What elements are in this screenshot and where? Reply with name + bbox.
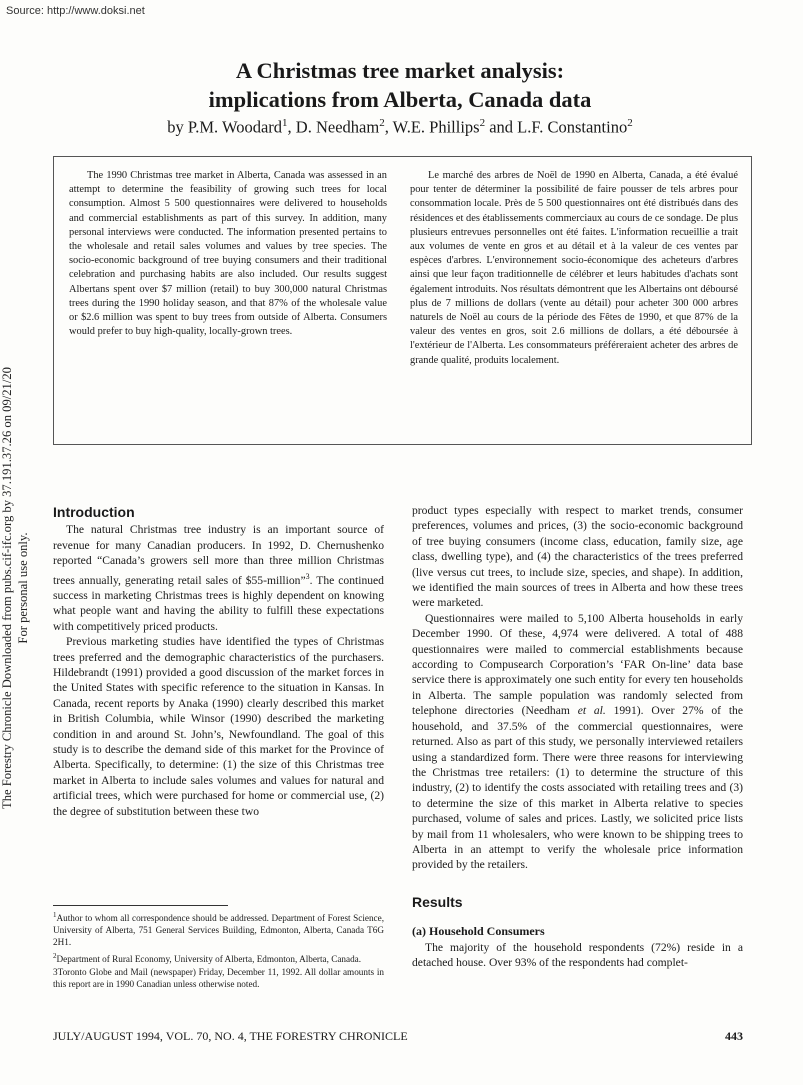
download-notice-line1: The Forestry Chronicle Downloaded from pubs.cif-ifc.org by 37.191.37.26 on 09/21/20 [0,367,14,809]
introduction-heading: Introduction [53,504,135,520]
right-column [412,503,743,970]
footnote-1-marker: 1 [53,911,57,919]
footnote-2 [53,950,384,965]
footnote-ref-3: 3 [305,571,310,581]
right-paragraph-2-text-a: Questionnaires were mailed to 5,100 Alberta households in early December 1990. Of these, 4,974 were delivered. A total of 488 questionnaires were mailed to commercial establishments because according to Compusearch Corporation’s ‘FAR On-line’ data base service there is approximately one such entity for every ten households in Alberta. The sample population was randomly selected from telephone directories (Needham [412,611,743,718]
page-footer [53,1029,743,1044]
journal-citation: JULY/AUGUST 1994, VOL. 70, NO. 4, THE FORESTRY CHRONICLE [53,1029,408,1043]
download-notice [0,278,34,898]
household-consumers-subheading: (a) Household Consumers [412,924,545,939]
article-title [100,56,700,114]
left-column [53,505,384,819]
intro-paragraph-1-text: The natural Christmas tree industry is an important source of revenue for many Canadian producers. In 1992, D. Chernushenko reported “Canada’s growers sell more than three million Christmas trees annually, generating retail sales of $55-million” [53,523,384,587]
author-4: and L.F. Constantino [485,117,628,137]
right-paragraph-2 [412,611,743,873]
footnotes [53,909,384,991]
abstract-french: Le marché des arbres de Noël de 1990 en Alberta, Canada, a été évalué pour tenter de déterminer la possibilité de faire pousser de tels arbres pour consommation locale. Près de 5 500 questionnaires ont été distribués dans des résidences et des établissements commerciaux au cours de ce sondage. De plus plusieurs entrevues personnelles ont été faites. L'information recueillie a trait aux volumes de vente en gros et au détail et à la valeur de ces ventes par espèces d'arbres. L'environnement socio-économique des acheteurs d'arbres ainsi que leur façon traditionnelle de célébrer et leurs habitudes d'achats sont également introduits. Nos résultats démontrent que les Albertains ont déboursé plus de 7 millions de dollars (vente au détail) pour acheter 300 000 arbres naturels de Noël au cours de la période des Fêtes de 1990, et que 87% de la valeur des ventes en gros, soit 2.6 millions de dollars, a été déboursée à l'extérieur de l'Alberta. Les consommateurs préféreraient acheter des arbres de grande qualité, produits localement. [410,170,738,366]
intro-paragraph-1 [53,522,384,634]
author-2-affiliation: 2 [379,117,385,129]
results-heading: Results [412,893,463,910]
download-notice-line2: For personal use only. [15,532,30,644]
footnote-1-text: Author to whom all correspondence should be addressed. Department of Forest Science, University of Alberta, 751 General Services Building, Edmonton, Alberta, Canada T6G 2H1. [53,913,384,948]
author-line [100,117,700,138]
author-3-affiliation: 2 [479,117,486,129]
article-title-line2: implications from Alberta, Canada data [208,87,592,112]
footnote-2-marker: 2 [53,951,57,960]
footnote-divider [53,905,228,906]
page-number: 443 [725,1029,743,1043]
source-url-label: Source: http://www.doksi.net [6,5,145,17]
author-2: , D. Needham [287,117,380,137]
right-paragraph-3: The majority of the household respondents (72%) reside in a detached house. Over 93% of the respondents had complet- [412,940,743,969]
author-1-affiliation: 1 [282,117,288,129]
abstract-english: The 1990 Christmas tree market in Alberta, Canada was assessed in an attempt to determine the feasibility of growing such trees for local consumption. Almost 5 500 questionnaires were delivered to households and commercial establishments as part of this survey. In addition, many personal interviews were conducted. The information presented pertains to the wholesale and retail sales volumes and values by tree species. The socio-economic background of tree buying consumers and their traditional celebration and purchasing habits are also included. Our results suggest Albertans spent over $7 million (retail) to buy 300,000 natural Christmas trees during the 1990 holiday season, and that 87% of the wholesale value or $2.6 million was spent to buy trees from outside of Alberta. Consumers would prefer to buy high-quality, locally-grown trees. [69,170,387,338]
author-4-affiliation: 2 [627,117,633,129]
abstract-box [53,156,752,445]
author-1: by P.M. Woodard [167,117,283,137]
footnote-1 [53,909,384,949]
footnote-2-text: Department of Rural Economy, University of Alberta, Edmonton, Alberta, Canada. [56,953,362,964]
right-paragraph-2-text-b: 1991). Over 27% of the household, and 37.5% of the commercial questionnaires, were returned. Also as part of this study, we personally interviewed retailers using a standardized form. There were three reasons for interviewing the Christmas tree retailers: (1) to determine the structure of this industry, (2) to identify the costs associated with retailing trees and (3) to determine the size of this market in Alberta relative to species purchased, volume of sales and prices. Lastly, we solicited price lists by mail from 11 wholesalers, who were known to be shipping trees to Alberta in an attempt to verify the wholesale price information provided by the retailers. [412,704,743,872]
article-title-line1: A Christmas tree market analysis: [235,58,565,83]
intro-paragraph-2: Previous marketing studies have identified the types of Christmas trees preferred and the demographic characteristics of the purchasers. Hildebrandt (1991) provided a good discussion of the market forces in the United States with specific reference to the situation in Kansas. In Canada, recent reports by Anaka (1990) clearly described this market in British Columbia, while Winsor (1990) described the marketing condition in and around St. John’s, Newfoundland. The goal of this study is to describe the demand side of this market for the Province of Alberta. Specifically, to determine: (1) the size of this Christmas tree market in Alberta to include sales volumes and values for natural and artificial trees, which were purchased for home or commercial use, (2) the degree of substitution between these two [53,635,384,818]
intro-paragraph-1-end: . The continued success in marketing Christmas trees is highly dependent on knowing what people want and having the ability to fulfill these expectations with competitively priced products. [53,573,384,633]
author-3: , W.E. Phillips [384,117,480,137]
footnote-3: 3Toronto Globe and Mail (newspaper) Friday, December 11, 1992. All dollar amounts in this report are in 1990 Canadian unless otherwise noted. [53,966,384,990]
right-paragraph-1: product types especially with respect to market trends, consumer preferences, volumes and prices, (3) the socio-economic background of tree buying consumers (income class, education, family size, age class, dwelling type), and (4) the characteristics of the trees preferred (live versus cut trees, to include size, species, and shape). In addition, we identified the main sources of trees in Alberta and how these trees were marketed. [412,504,743,610]
et-al-italic: et al. [577,704,606,718]
